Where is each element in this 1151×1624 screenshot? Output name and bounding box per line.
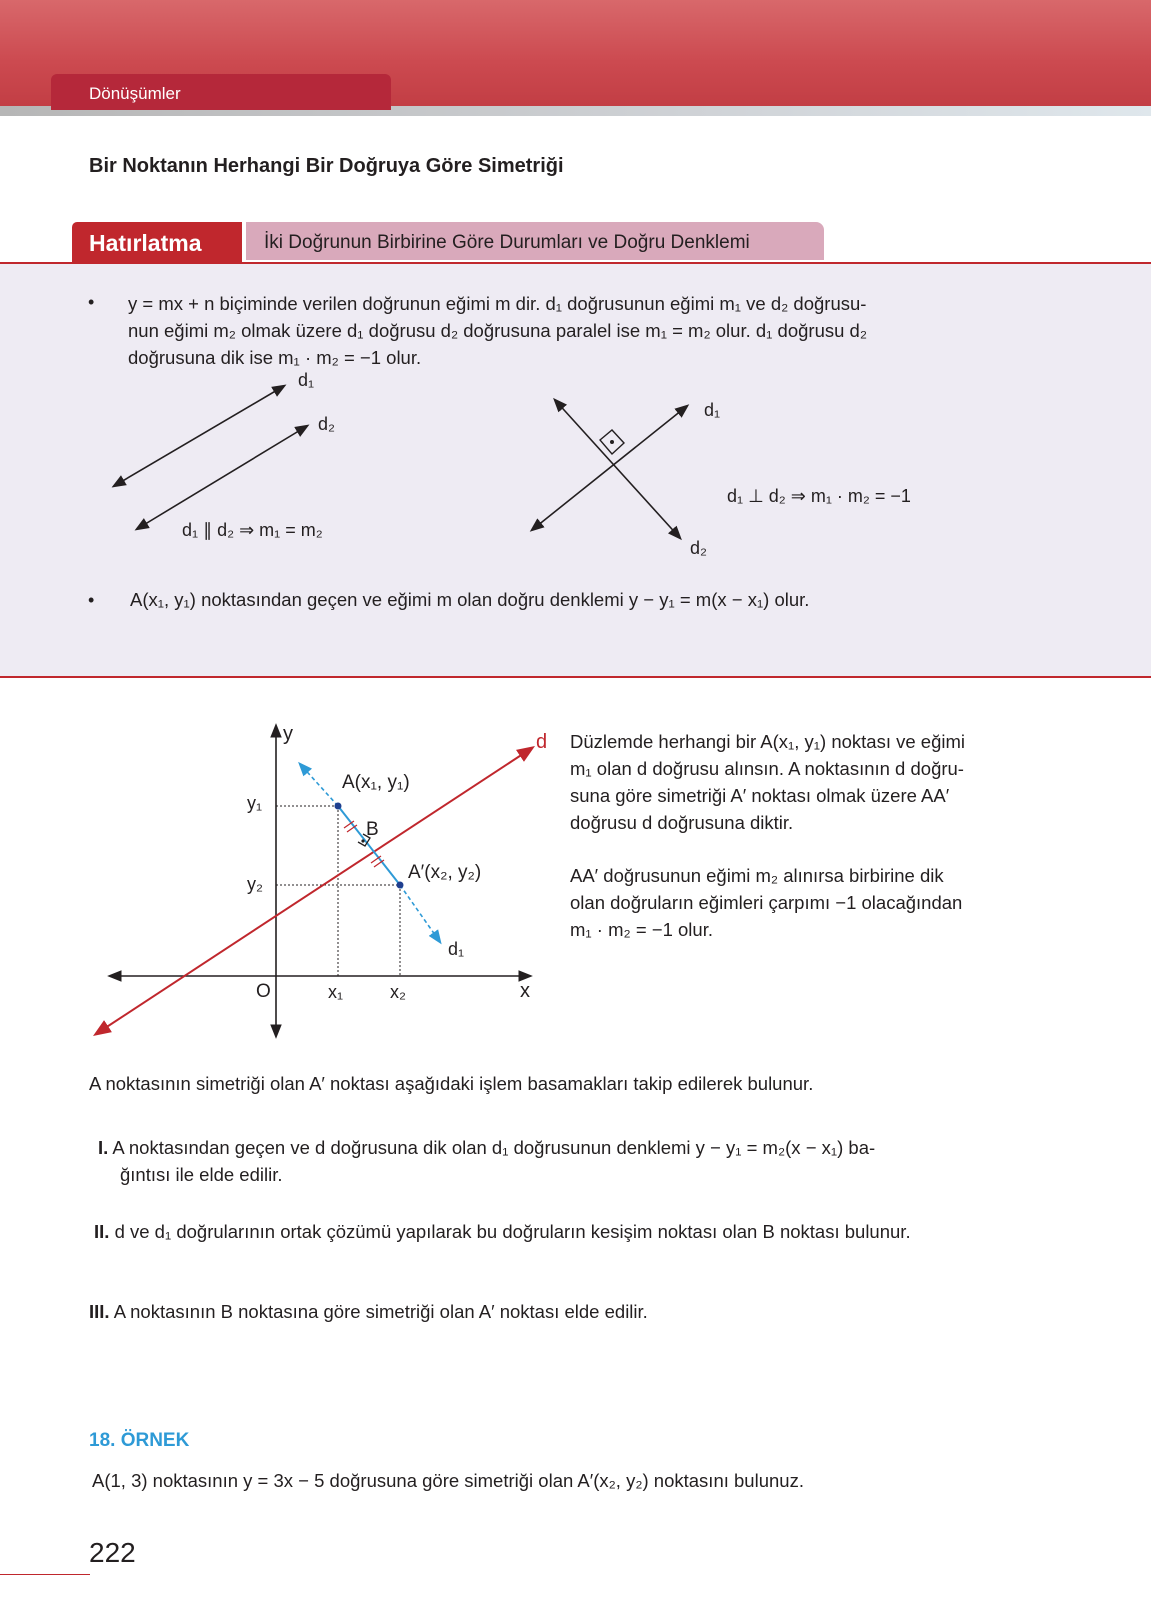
label-y1: y₁: [247, 793, 263, 813]
example-text: A(1, 3) noktasının y = 3x − 5 doğrusuna göre simetriği olan A′(x₂, y₂) noktasını bulunuz.: [92, 1470, 804, 1491]
label-O: O: [256, 981, 271, 1002]
label-Aprime: A′(x₂, y₂): [408, 862, 482, 883]
reminder-bullet1: [128, 290, 867, 371]
label-d1: d₁: [448, 939, 465, 959]
label-x: x: [520, 980, 530, 1002]
label-x1: x₁: [328, 982, 344, 1002]
perp-line-d2: [555, 400, 680, 538]
lines-diagram: [0, 360, 1151, 570]
perp-line-d1: [532, 406, 687, 530]
line-d1-extension-bottom: [400, 885, 440, 942]
step-text: ğıntısı ile elde edilir.: [120, 1164, 283, 1185]
line-d: [96, 748, 532, 1034]
reminder-bullet2: A(x₁, y₁) noktasından geçen ve eğimi m olan doğru denklemi y − y₁ = m(x − x₁) olur.: [130, 589, 810, 610]
parallel-label-d2: d₂: [318, 414, 335, 434]
explanation-para2: [570, 862, 962, 943]
page-number: 222: [89, 1537, 136, 1568]
bullet-dot: •: [88, 292, 95, 312]
label-A: A(x₁, y₁): [342, 772, 410, 793]
line-d1-extension-top: [300, 764, 338, 806]
perp-caption: d₁ ⊥ d₂ ⇒ m₁ · m₂ = −1: [727, 486, 911, 506]
right-angle-dot: [610, 440, 614, 444]
point-Aprime: [397, 882, 404, 889]
step-text: A noktasının B noktasına göre simetriği olan A′ noktası elde edilir.: [113, 1301, 648, 1322]
reminder-tab: Hatırlatma: [72, 222, 242, 262]
step-2: [94, 1218, 911, 1245]
bullet-dot: •: [88, 590, 95, 610]
explanation-para1: [570, 728, 965, 836]
reminder-subtitle: İki Doğrunun Birbirine Göre Durumları ve Doğru Denklemi: [246, 222, 824, 260]
line-d1-segment: [338, 806, 400, 885]
symmetry-figure: [90, 720, 560, 1040]
explanation-line: suna göre simetriği A′ noktası olmak üzere AA′: [570, 785, 950, 806]
explanation-line: olan doğruların eğimleri çarpımı −1 olacağından: [570, 892, 963, 913]
explanation-line: m₁ · m₂ = −1 olur.: [570, 919, 713, 940]
explanation-line: m₁ olan d doğrusu alınsın. A noktasının d doğru-: [570, 758, 964, 779]
chapter-label: Dönüşümler: [89, 84, 181, 103]
parallel-line-d1: [114, 386, 284, 486]
label-y2: y₂: [247, 874, 263, 894]
perp-label-d1: d₁: [704, 400, 721, 420]
label-B: B: [366, 819, 379, 840]
step-text: A noktasından geçen ve d doğrusuna dik olan d₁ doğrusunun denklemi y − y₁ = m₂(x − x₁) ba-: [112, 1137, 876, 1158]
step-number: III.: [89, 1301, 110, 1322]
explanation-line: doğrusu d doğrusuna diktir.: [570, 812, 794, 833]
point-A: [335, 803, 342, 810]
right-angle-dot-B: [361, 839, 364, 842]
step-number: I.: [98, 1137, 109, 1158]
page-rule: [0, 1574, 90, 1575]
label-d: d: [536, 731, 548, 753]
reminder-bullet1-line: nun eğimi m₂ olmak üzere d₁ doğrusu d₂ doğrusuna paralel ise m₁ = m₂ olur. d₁ doğrusu d₂: [128, 320, 868, 341]
example-title: 18. ÖRNEK: [89, 1430, 190, 1451]
parallel-line-d2: [137, 426, 307, 529]
section-title: Bir Noktanın Herhangi Bir Doğruya Göre Simetriği: [89, 155, 564, 177]
step-number: II.: [94, 1221, 110, 1242]
step-1: [98, 1134, 875, 1188]
parallel-label-d1: d₁: [298, 370, 315, 390]
label-y: y: [283, 723, 293, 745]
label-x2: x₂: [390, 982, 406, 1002]
explanation-line: AA′ doğrusunun eğimi m₂ alınırsa birbirine dik: [570, 865, 944, 886]
step-3: [89, 1298, 648, 1325]
reminder-bullet1-line: y = mx + n biçiminde verilen doğrunun eğimi m dir. d₁ doğrusunun eğimi m₁ ve d₂ doğrusu-: [128, 293, 867, 314]
chapter-tab: [51, 74, 391, 110]
step-text: d ve d₁ doğrularının ortak çözümü yapılarak bu doğruların kesişim noktası olan B noktası bulunur.: [114, 1221, 911, 1242]
parallel-caption: d₁ ∥ d₂ ⇒ m₁ = m₂: [182, 520, 323, 540]
explanation-line: Düzlemde herhangi bir A(x₁, y₁) noktası ve eğimi: [570, 731, 965, 752]
reminder-bullet1-line: doğrusuna dik ise m₁ · m₂ = −1 olur.: [128, 347, 422, 368]
steps-intro: A noktasının simetriği olan A′ noktası aşağıdaki işlem basamakları takip edilerek bulunur.: [89, 1073, 814, 1094]
perp-label-d2: d₂: [690, 538, 707, 558]
